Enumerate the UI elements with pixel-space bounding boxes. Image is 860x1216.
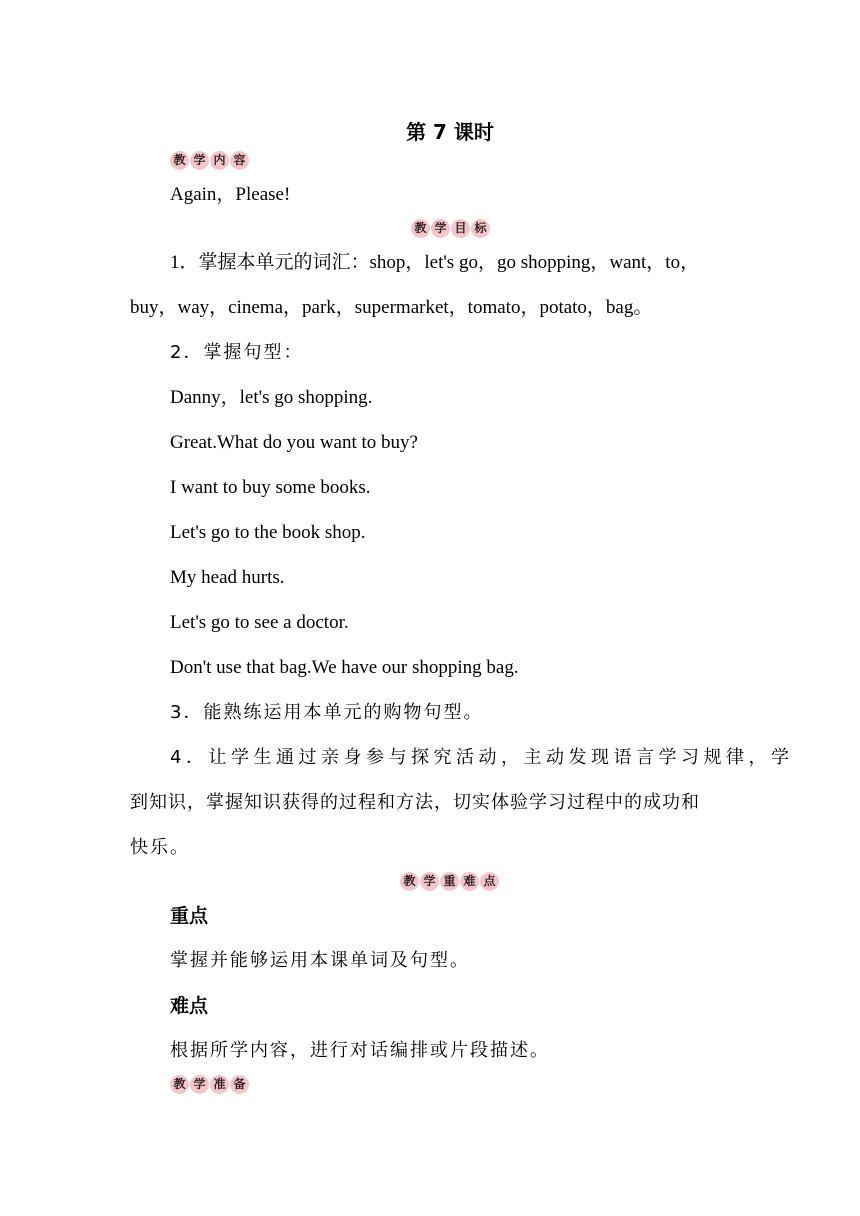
badge-char: 目 [451,219,470,238]
teaching-content-badge [170,151,249,170]
goal-1-line-2: buy，way，cinema，park，supermarket，tomato，potato，bag。 [130,297,653,318]
content-text: Again，Please! [170,184,291,205]
sentence: Great.What do you want to buy? [170,432,418,453]
badge-char: 教 [170,1075,189,1094]
key-points-heading: 重点 [170,905,209,927]
badge-char: 难 [460,872,479,891]
goal-1-line-1: 1．掌握本单元的词汇：shop，let's go，go shopping，want，to， [170,252,700,273]
badge-char: 准 [210,1075,229,1094]
goal-4-line-3: 快乐。 [130,837,190,858]
goal-4-line-2: 到知识，掌握知识获得的过程和方法，切实体验学习过程中的成功和 [130,792,700,813]
sentence: I want to buy some books. [170,477,371,498]
sentence: Let's go to see a doctor. [170,612,349,633]
teaching-preparation-badge [170,1075,249,1094]
teaching-goals-badge [411,219,490,238]
lesson-title: 第 7 课时 [406,120,494,144]
badge-char: 学 [190,151,209,170]
key-difficult-points-badge [400,872,499,891]
goal-3: 3．能熟练运用本单元的购物句型。 [170,702,484,723]
badge-char: 学 [190,1075,209,1094]
badge-char: 教 [411,219,430,238]
badge-char: 点 [480,872,499,891]
badge-char: 标 [471,219,490,238]
badge-char: 容 [230,151,249,170]
sentence: My head hurts. [170,567,285,588]
badge-char: 备 [230,1075,249,1094]
goal-2: 2．掌握句型： [170,342,304,363]
key-points-text: 掌握并能够运用本课单词及句型。 [170,950,470,971]
difficult-points-heading: 难点 [170,995,209,1017]
sentence: Don't use that bag.We have our shopping bag. [170,657,519,678]
goal-4-line-1: 4．让学生通过亲身参与探究活动，主动发现语言学习规律，学 [170,747,794,768]
sentence: Let's go to the book shop. [170,522,366,543]
badge-char: 学 [420,872,439,891]
badge-char: 学 [431,219,450,238]
sentence: Danny，let's go shopping. [170,387,373,408]
difficult-points-text: 根据所学内容，进行对话编排或片段描述。 [170,1040,550,1061]
badge-char: 教 [170,151,189,170]
badge-char: 内 [210,151,229,170]
badge-char: 教 [400,872,419,891]
badge-char: 重 [440,872,459,891]
